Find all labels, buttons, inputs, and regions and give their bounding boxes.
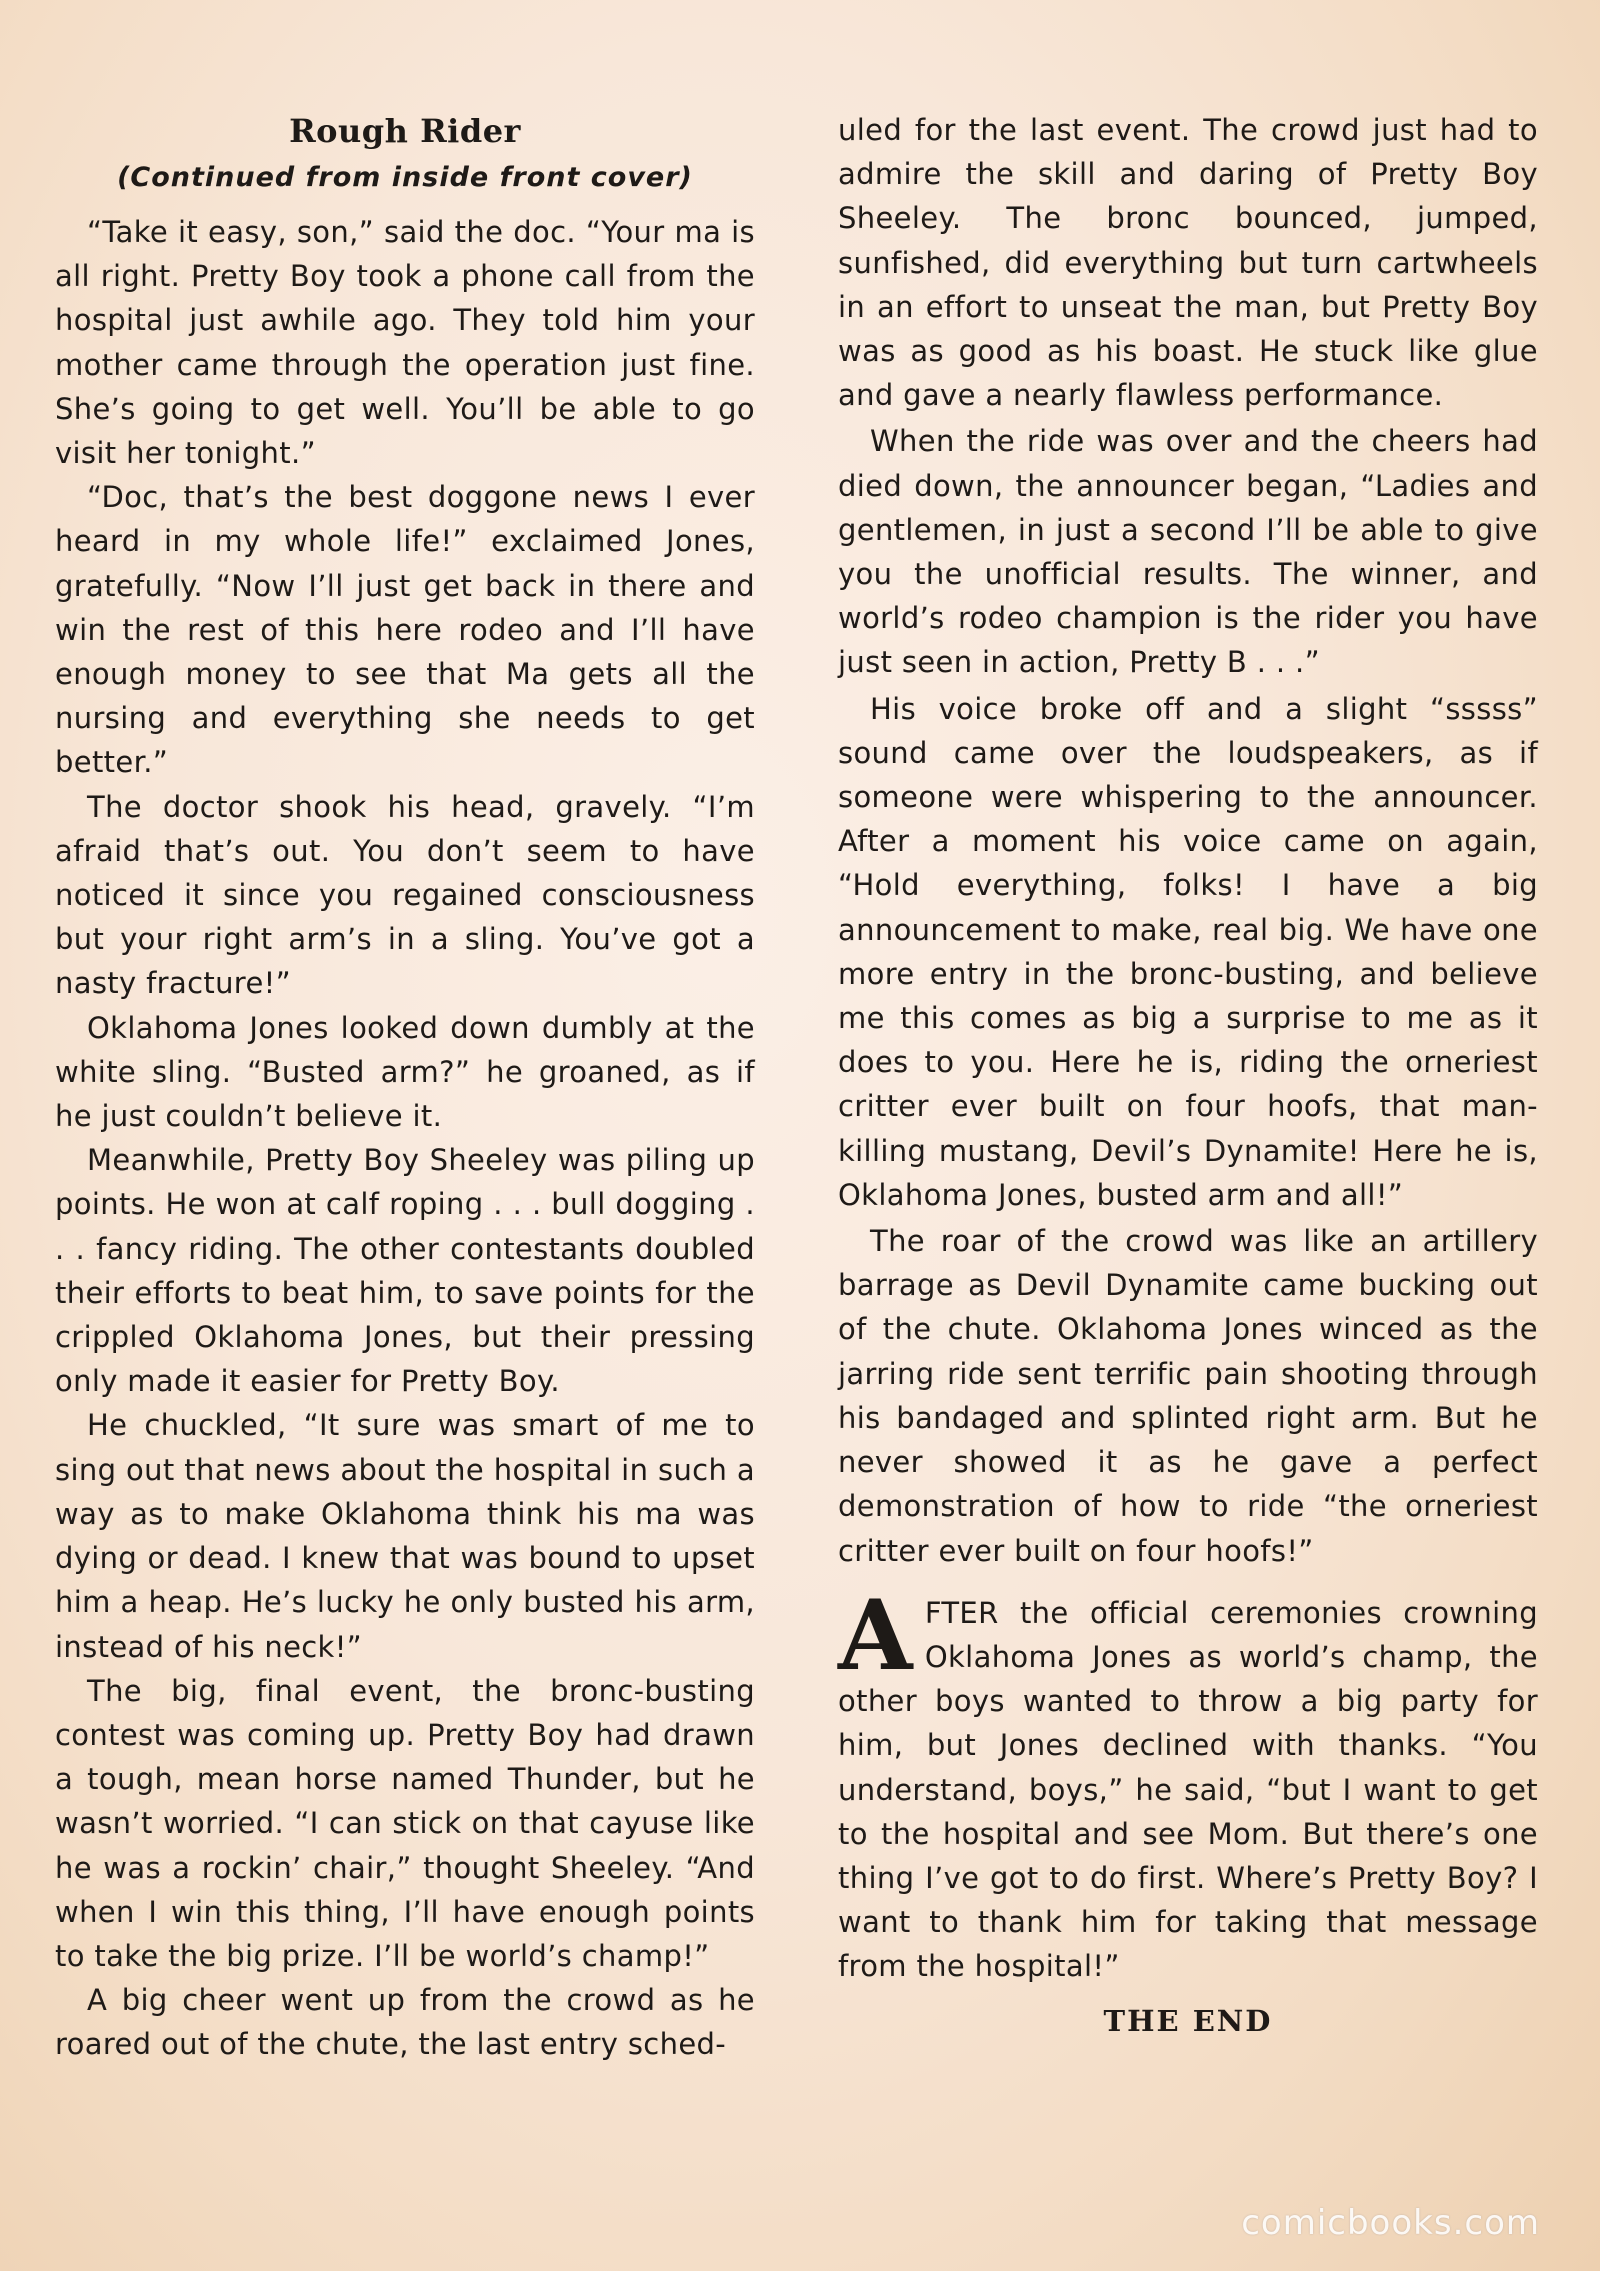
paragraph: The roar of the crowd was like an artillery barrage as Devil Dynamite came bucking out of the chute. Oklahoma Jones winced as the jarring ride sent terrific pain shooting through his bandaged and splinted right arm. But he never showed it as he gave a perfect demonstration of how to ride “the orneriest critter ever built on four hoofs!”: [838, 1224, 1538, 1568]
paragraph: Oklahoma Jones looked down dumbly at the white sling. “Busted arm?” he groaned, as if he just couldn’t believe it.: [55, 1010, 755, 1134]
paragraph: “Take it easy, son,” said the doc. “Your ma is all right. Pretty Boy took a phone call from the hospital just awhile ago. They told him your mother came through the operation just fine. She’s going to get well. You’ll be able to go visit her tonight.”: [55, 215, 755, 471]
final-paragraph-text: FTER the official ceremonies crowning Oklahoma Jones as world’s champ, the other boys wanted to throw a big party for him, but Jones declined with thanks. “You understand, boys,” he said, “but I want to get to the hospital and see Mom. But there’s one thing I’ve got to do first. Where’s Pretty Boy? I want to thank him for taking that message from the hospital!”: [838, 1595, 1538, 1984]
paragraph: A big cheer went up from the crowd as he roared out of the chute, the last entry sched-: [55, 1983, 755, 2062]
drop-cap: A: [838, 1578, 913, 1692]
paragraph: Meanwhile, Pretty Boy Sheeley was piling up points. He won at calf roping . . . bull dogging . . . fancy riding. The other contestants doubled their efforts to beat him, to save points for the crippled Oklahoma Jones, but their pressing only made it easier for Pretty Boy.: [55, 1143, 755, 1399]
left-column: [55, 108, 755, 2067]
paragraph: When the ride was over and the cheers had died down, the announcer began, “Ladies and gentlemen, in just a second I’ll be able to give you the unofficial results. The winner, and world’s rodeo champion is the rider you have just seen in action, Pretty B . . .”: [838, 424, 1538, 680]
paragraph: His voice broke off and a slight “sssss” sound came over the loudspeakers, as if someone were whispering to the announcer. After a moment his voice came on again, “Hold everything, folks! I have a big announcement to make, real big. We have one more entry in the bronc-busting, and believe me this comes as big a surprise to me as it does to you. Here he is, riding the orneriest critter ever built on four hoofs, that man-killing mustang, Devil’s Dynamite! Here he is, Oklahoma Jones, busted arm and all!”: [838, 691, 1538, 1212]
paragraph: He chuckled, “It sure was smart of me to sing out that news about the hospital in such a way as to make Oklahoma think his ma was dying or dead. I knew that was bound to upset him a heap. He’s lucky he only busted his arm, instead of his neck!”: [55, 1408, 755, 1664]
final-paragraph: [838, 1578, 1538, 1989]
paragraph: uled for the last event. The crowd just had to admire the skill and daring of Pretty Boy Sheeley. The bronc bounced, jumped, sunfished, did everything but turn cartwheels in an effort to unseat the man, but Pretty Boy was as good as his boast. He stuck like glue and gave a nearly flawless performance.: [838, 113, 1538, 413]
right-column: [838, 108, 1538, 2045]
paragraph: The big, final event, the bronc-busting contest was coming up. Pretty Boy had drawn a tough, mean horse named Thunder, but he wasn’t worried. “I can stick on that cayuse like he was a rockin’ chair,” thought Sheeley. “And when I win this thing, I’ll have enough points to take the big prize. I’ll be world’s champ!”: [55, 1673, 755, 1973]
story-subtitle: (Continued from inside front cover): [117, 162, 693, 193]
watermark: comicbooks.com: [1241, 2203, 1540, 2243]
paragraph: “Doc, that’s the best doggone news I ever heard in my whole life!” exclaimed Jones, gratefully. “Now I’ll just get back in there and win the rest of this here rodeo and I’ll have enough money to see that Ma gets all the nursing and everything she needs to get better.”: [55, 480, 755, 780]
paragraph: The doctor shook his head, gravely. “I’m afraid that’s out. You don’t seem to have noticed it since you regained consciousness but your right arm’s in a sling. You’ve got a nasty fracture!”: [55, 789, 755, 1001]
story-title: Rough Rider: [289, 112, 521, 150]
the-end: THE END: [1103, 2003, 1273, 2038]
